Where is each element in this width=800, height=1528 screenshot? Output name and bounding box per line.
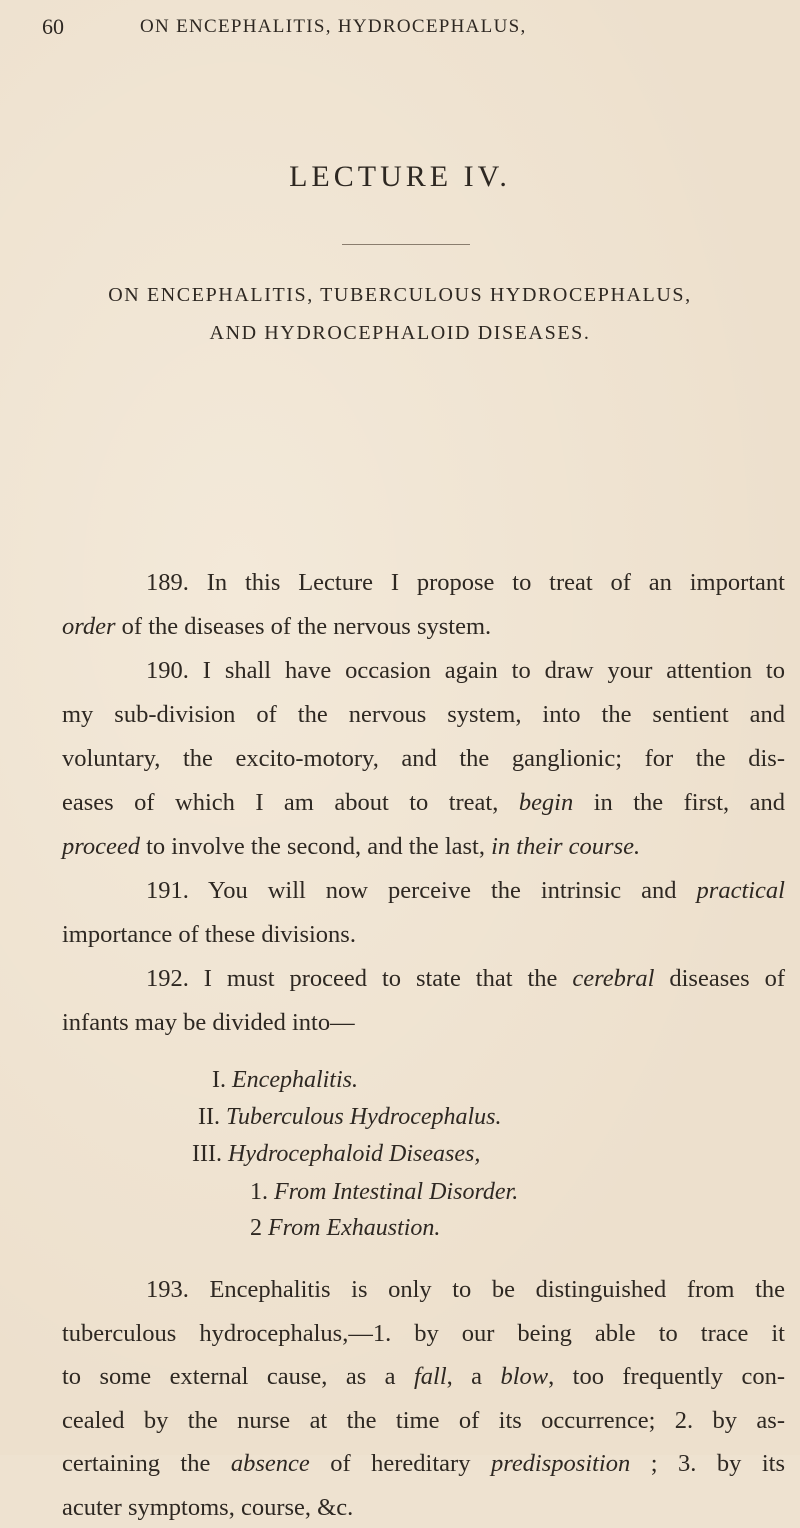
text: of the diseases of the nervous system.	[115, 613, 492, 640]
text-line	[146, 1270, 785, 1310]
list-text: From Intestinal Disorder.	[274, 1179, 519, 1205]
text: , a	[446, 1363, 501, 1390]
text-line	[62, 1488, 785, 1528]
list-text: Hydrocephaloid Diseases,	[227, 1141, 481, 1167]
italic-text: practical	[696, 877, 785, 904]
italic-text: order	[62, 613, 116, 640]
text: eases of which I am about to treat,	[62, 789, 519, 816]
text: 192. I must proceed to state that the	[146, 965, 573, 992]
divider-rule	[342, 244, 470, 245]
text-line	[146, 651, 785, 691]
running-title: ON ENCEPHALITIS, HYDROCEPHALUS,	[140, 16, 527, 37]
text-line	[62, 695, 785, 735]
text-line	[146, 563, 785, 603]
list-item	[250, 1174, 518, 1210]
text-line	[146, 871, 785, 911]
lecture-heading: LECTURE IV.	[289, 160, 511, 193]
italic-text: cerebral	[572, 965, 655, 992]
italic-text: absence	[230, 1450, 310, 1477]
text: diseases of	[654, 965, 785, 992]
text-line	[62, 827, 785, 867]
list-item	[212, 1062, 358, 1098]
text: 189. In this Lecture I propose to treat of an important	[146, 569, 785, 596]
text: acuter symptoms, course, &c.	[62, 1493, 354, 1521]
text-line	[62, 915, 785, 955]
text: of hereditary	[309, 1450, 491, 1477]
text: my sub-division of the nervous system, into the sentient and	[62, 701, 785, 728]
page-number: 60	[42, 14, 64, 39]
text-line	[62, 1444, 785, 1484]
list-number: I.	[212, 1067, 226, 1093]
text-line	[62, 1003, 785, 1043]
list-text: Encephalitis.	[232, 1067, 358, 1093]
list-item	[250, 1210, 440, 1246]
text-line	[62, 1357, 785, 1397]
list-text: From Exhaustion.	[268, 1215, 441, 1241]
italic-text: blow	[500, 1363, 549, 1390]
text: 191. You will now perceive the intrinsic and	[146, 877, 697, 904]
italic-text: fall	[413, 1363, 447, 1390]
text: importance of these divisions.	[62, 921, 356, 948]
text-line	[62, 739, 785, 779]
text-line	[62, 783, 785, 823]
italic-text: proceed	[62, 833, 140, 860]
list-item	[198, 1099, 502, 1135]
list-number: II.	[198, 1104, 220, 1130]
lecture-subtitle-line-2: AND HYDROCEPHALOID DISEASES.	[209, 322, 591, 344]
text-line	[62, 607, 785, 647]
italic-text: predisposition	[490, 1450, 631, 1477]
italic-text: begin	[518, 789, 574, 816]
text: ; 3. by its	[630, 1450, 785, 1477]
text-line	[62, 1314, 785, 1354]
italic-text: in their course.	[491, 833, 641, 860]
text: 193. Encephalitis is only to be distinguished from the	[146, 1276, 785, 1303]
running-head	[42, 14, 692, 44]
text: tuberculous hydrocephalus,—1. by our being able to trace it	[62, 1319, 785, 1347]
text: voluntary, the excito-motory, and the ganglionic; for the dis-	[62, 745, 785, 772]
text: , too frequently con-	[548, 1363, 786, 1390]
text: infants may be divided into—	[62, 1009, 355, 1036]
text: 190. I shall have occasion again to draw your attention to	[146, 657, 785, 684]
list-number: III.	[192, 1141, 222, 1167]
lecture-subtitle-line-1: ON ENCEPHALITIS, TUBERCULOUS HYDROCEPHALUS,	[108, 284, 692, 306]
list-number: 1.	[250, 1179, 268, 1205]
list-number: 2	[250, 1215, 262, 1241]
text-line	[62, 1401, 785, 1441]
list-text: Tuberculous Hydrocephalus.	[225, 1104, 502, 1130]
text: to involve the second, and the last,	[140, 833, 492, 860]
text: in the first, and	[573, 789, 786, 816]
text: certaining the	[62, 1450, 231, 1477]
text-line	[146, 959, 785, 999]
list-item	[192, 1136, 480, 1172]
text: cealed by the nurse at the time of its occurrence; 2. by as-	[62, 1406, 785, 1434]
text: to some external cause, as a	[62, 1363, 414, 1390]
